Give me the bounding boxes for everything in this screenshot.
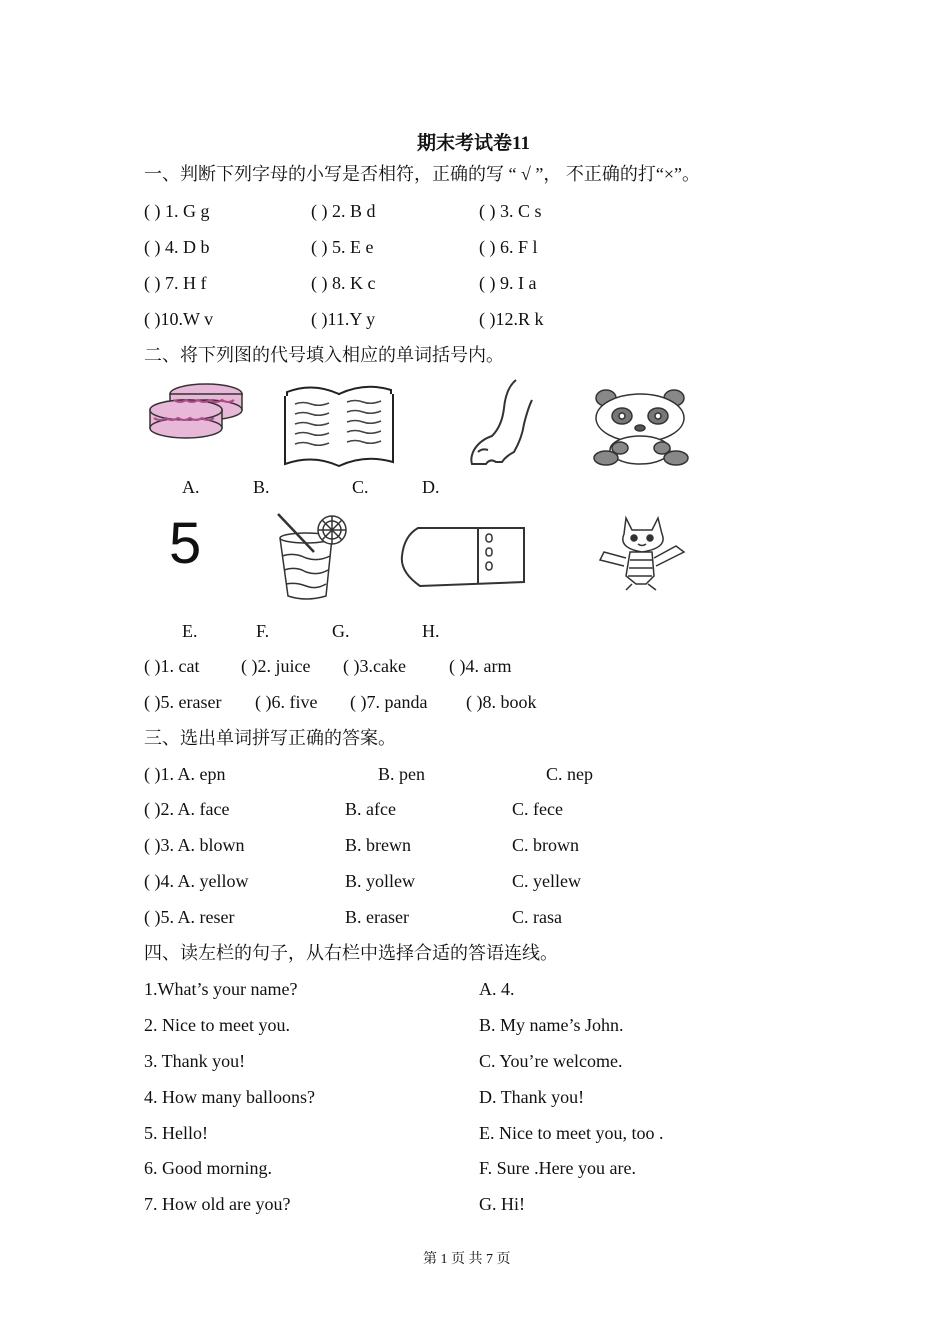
s3-option: B. eraser — [345, 907, 409, 927]
section-3-heading: 三、选出单词拼写正确的答案。 — [144, 728, 396, 748]
s4-right-answer: B. My name’s John. — [479, 1015, 624, 1035]
picture-label: E. — [182, 621, 198, 641]
s2-word-item: ( )1. cat — [144, 656, 200, 676]
s2-word-item: ( )3.cake — [343, 656, 406, 676]
s2-word-item: ( )4. arm — [449, 656, 512, 676]
s3-option: ( )4. A. yellow — [144, 871, 249, 891]
s2-word-item: ( )5. eraser — [144, 692, 222, 712]
s1-item: ( ) 9. I a — [479, 273, 537, 293]
s2-word-item: ( )8. book — [466, 692, 537, 712]
s3-option: ( )1. A. epn — [144, 764, 226, 784]
s1-item: ( ) 6. F l — [479, 237, 538, 257]
s3-option: ( )2. A. face — [144, 799, 230, 819]
page-footer: 第 1 页 共 7 页 — [423, 1252, 511, 1267]
picture-label: C. — [352, 477, 369, 497]
book-picture — [283, 380, 395, 466]
arm-picture — [466, 378, 538, 468]
picture-label: F. — [256, 621, 270, 641]
s4-right-answer: D. Thank you! — [479, 1087, 585, 1107]
s2-word-item: ( )2. juice — [241, 656, 311, 676]
s4-right-answer: A. 4. — [479, 979, 515, 999]
s4-left-sentence: 5. Hello! — [144, 1123, 208, 1143]
s4-right-answer: E. Nice to meet you, too . — [479, 1123, 664, 1143]
cake-picture — [144, 380, 248, 442]
s1-item: ( )11.Y y — [311, 309, 376, 329]
s1-item: ( ) 2. B d — [311, 201, 376, 221]
s1-item: ( ) 8. K c — [311, 273, 376, 293]
eraser-picture — [398, 522, 530, 592]
s1-item: ( ) 1. G g — [144, 201, 210, 221]
five-picture: 5 — [169, 511, 202, 576]
page-title: 期末考试卷11 — [417, 133, 530, 154]
s3-option: C. yellew — [512, 871, 581, 891]
s3-option: B. pen — [378, 764, 425, 784]
s4-right-answer: F. Sure .Here you are. — [479, 1158, 637, 1178]
s4-left-sentence: 2. Nice to meet you. — [144, 1015, 290, 1035]
s3-option: B. brewn — [345, 835, 411, 855]
picture-label: G. — [332, 621, 350, 641]
s3-option: ( )5. A. reser — [144, 907, 235, 927]
section-1-heading: 一、判断下列字母的小写是否相符，正确的写 “ √ ”， 不正确的打“×”。 — [144, 164, 700, 184]
panda-picture — [590, 388, 692, 468]
s4-right-answer: G. Hi! — [479, 1194, 525, 1214]
s3-option: C. nep — [546, 764, 593, 784]
s3-option: ( )3. A. blown — [144, 835, 245, 855]
s4-left-sentence: 7. How old are you? — [144, 1194, 291, 1214]
s3-option: B. yollew — [345, 871, 415, 891]
picture-label: H. — [422, 621, 440, 641]
s4-left-sentence: 4. How many balloons? — [144, 1087, 315, 1107]
picture-label: A. — [182, 477, 200, 497]
s3-option: C. brown — [512, 835, 579, 855]
s2-word-item: ( )7. panda — [350, 692, 428, 712]
s2-word-item: ( )6. five — [255, 692, 318, 712]
s4-left-sentence: 6. Good morning. — [144, 1158, 272, 1178]
picture-label: B. — [253, 477, 270, 497]
s1-item: ( )12.R k — [479, 309, 544, 329]
s1-item: ( ) 3. C s — [479, 201, 542, 221]
s1-item: ( )10.W v — [144, 309, 214, 329]
s1-item: ( ) 7. H f — [144, 273, 207, 293]
s4-left-sentence: 1.What’s your name? — [144, 979, 298, 999]
s3-option: C. fece — [512, 799, 563, 819]
s3-option: B. afce — [345, 799, 396, 819]
section-2-heading: 二、将下列图的代号填入相应的单词括号内。 — [144, 345, 504, 365]
s1-item: ( ) 4. D b — [144, 237, 210, 257]
juice-picture — [274, 512, 350, 602]
s4-left-sentence: 3. Thank you! — [144, 1051, 246, 1071]
section-4-heading: 四、读左栏的句子，从右栏中选择合适的答语连线。 — [144, 943, 558, 963]
s1-item: ( ) 5. E e — [311, 237, 374, 257]
s4-right-answer: C. You’re welcome. — [479, 1051, 623, 1071]
cat-picture — [596, 512, 690, 592]
picture-label: D. — [422, 477, 440, 497]
s3-option: C. rasa — [512, 907, 562, 927]
